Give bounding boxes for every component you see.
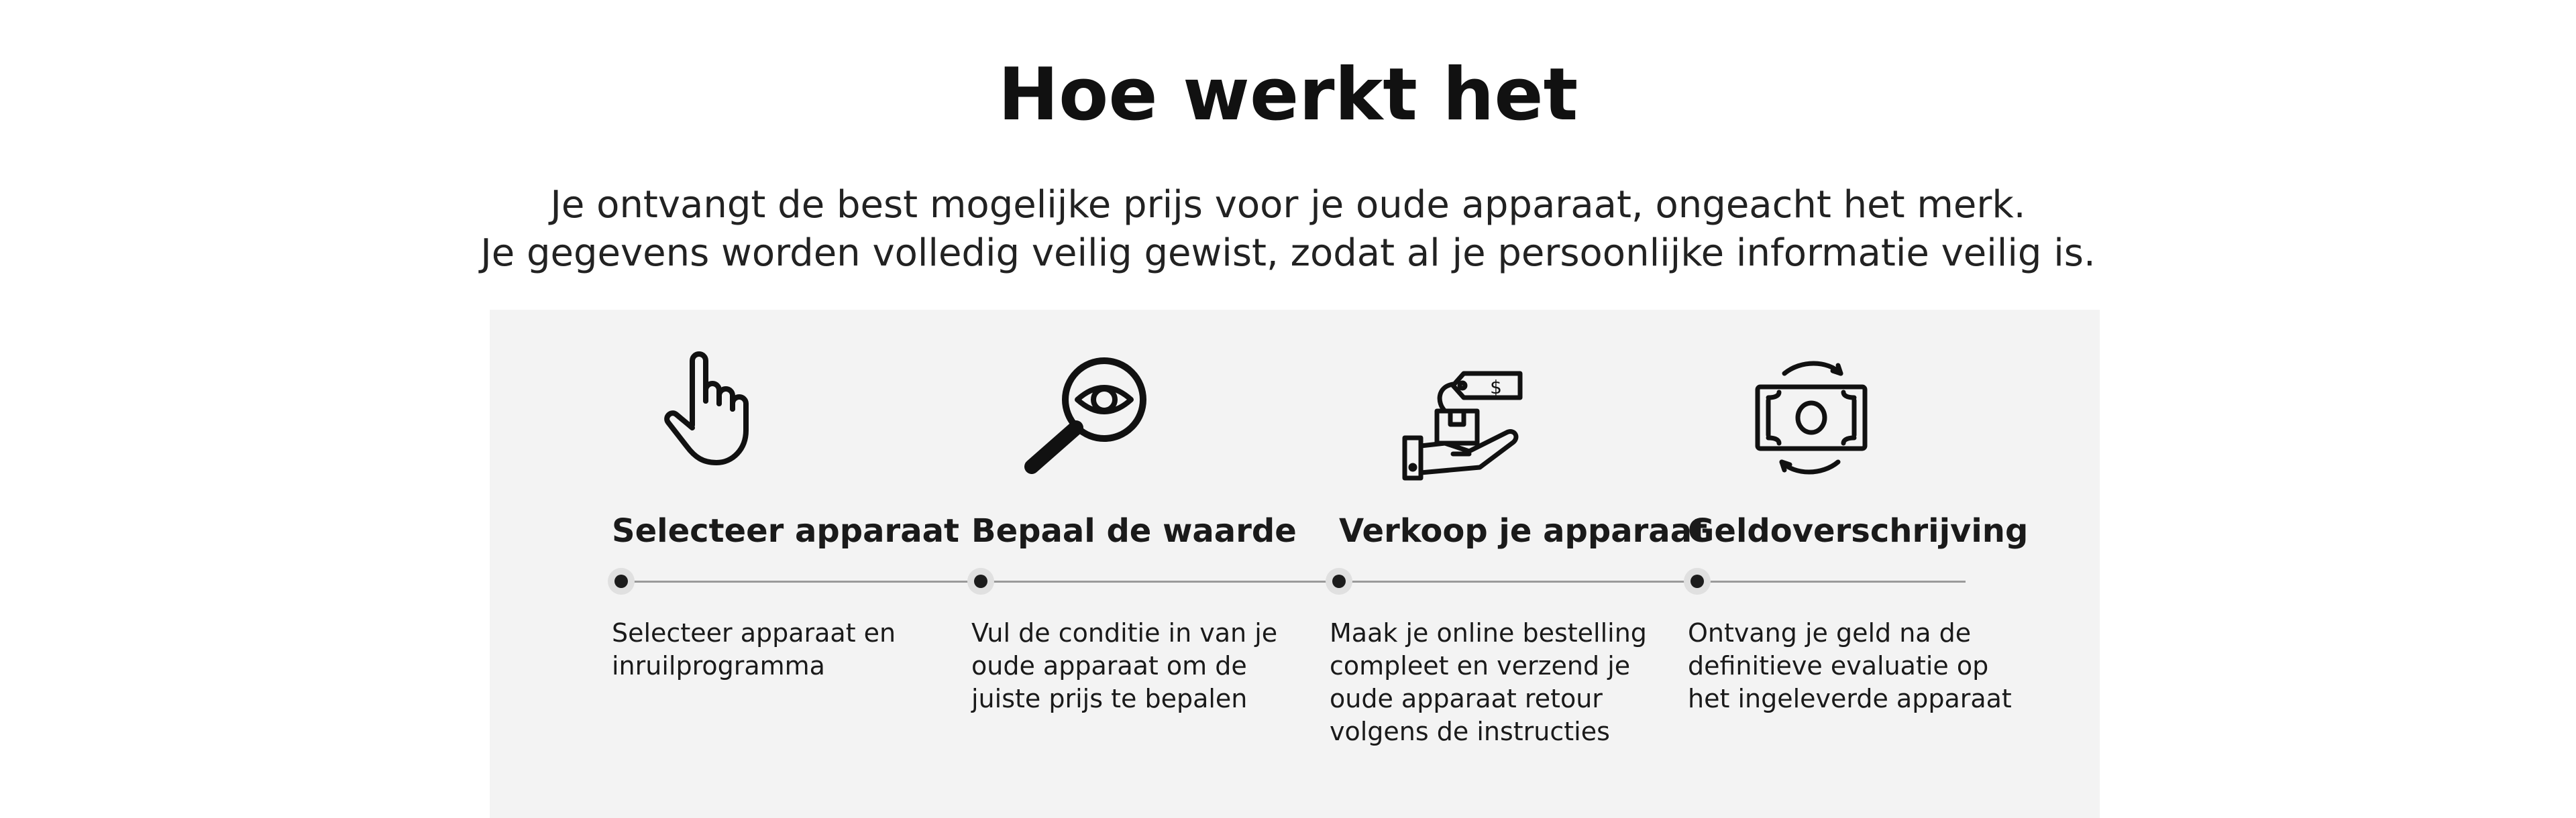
description-line: Ontvang je geld na de [1688,618,1972,648]
timeline-dot [608,568,635,595]
svg-text:$: $ [1490,376,1502,398]
step-title: Selecteer apparaat [612,512,959,550]
magnifier-eye-icon [1021,349,1155,483]
description-line: compleet en verzend je [1330,651,1631,681]
description-line: Maak je online bestelling [1330,618,1647,648]
description-line: inruilprogramma [612,651,825,681]
pointing-hand-icon [644,342,778,476]
step-description [612,617,947,683]
step-description [1330,617,1665,748]
step-description [971,617,1307,715]
hand-box-price-tag-icon [1399,365,1534,500]
timeline-dot [967,568,994,595]
description-line: juiste prijs te bepalen [971,684,1248,713]
description-line: oude apparaat om de [971,651,1247,681]
intro-text [0,181,2576,278]
description-line: definitieve evaluatie op [1688,651,1989,681]
intro-line-1: Je ontvangt de best mogelijke prijs voor je oude apparaat, ongeacht het merk. [550,183,2026,227]
step-title: Bepaal de waarde [971,512,1297,550]
step-title: Geldoverschrijving [1688,512,2029,550]
description-line: volgens de instructies [1330,717,1610,746]
timeline-dot [1684,568,1711,595]
timeline-line [623,581,1966,583]
description-line: het ingeleverde apparaat [1688,684,2012,713]
description-line: Vul de conditie in van je [971,618,1278,648]
page-title: Hoe werkt het [998,53,1578,137]
intro-line-2: Je gegevens worden volledig veilig gewist, zodat al je persoonlijke informatie veilig is. [480,231,2096,275]
description-line: oude apparaat retour [1330,684,1603,713]
step-description [1688,617,2023,715]
money-transfer-icon [1744,352,1878,486]
description-line: Selecteer apparaat en [612,618,896,648]
timeline-dot [1326,568,1352,595]
step-title: Verkoop je apparaat [1339,512,1708,550]
